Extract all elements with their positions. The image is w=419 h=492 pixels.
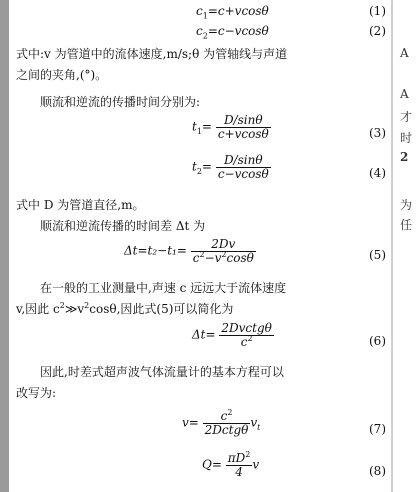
eq4-sub: 2 <box>196 166 202 176</box>
eq4-fraction <box>216 154 271 180</box>
eq3-lhs: t <box>192 119 197 134</box>
eq2-number: (2) <box>369 24 386 38</box>
eq6-lhs: Δt= <box>192 327 216 342</box>
eq3-numerator: D/sinθ <box>216 114 271 128</box>
eq7-denominator: 2Dctgθ <box>204 422 249 437</box>
edge-char: 才 <box>400 110 413 124</box>
eq7-number: (7) <box>369 422 386 436</box>
edge-char: 任 <box>400 218 413 232</box>
eq5-fraction <box>191 238 256 264</box>
eq1-number: (1) <box>369 4 386 18</box>
eq3-fraction <box>216 114 271 140</box>
equation-4 <box>16 152 386 192</box>
eq7-fraction <box>203 410 251 436</box>
eq4-numerator: D/sinθ <box>216 154 271 168</box>
eq8-tail: v <box>252 457 260 472</box>
eq6-number: (6) <box>369 334 386 348</box>
paragraph-2: 顺流和逆流的传播时间分别为: <box>40 95 201 109</box>
eq6-denominator: $c^2$ <box>240 333 253 349</box>
equation-6 <box>16 322 386 358</box>
edge-char: 2 <box>400 150 409 164</box>
eq8-denominator: 4 <box>235 464 243 479</box>
eq7-numerator: $c^2$ <box>203 410 251 424</box>
eq2-sub: 2 <box>202 31 208 41</box>
eq4-number: (4) <box>369 166 386 180</box>
eq7-lhs: v= <box>182 415 199 430</box>
eq7-tail-sub: t <box>257 422 261 432</box>
paragraph-5-line-1: 在一般的工业测量中,声速 c 远远大于流体速度 <box>40 281 287 295</box>
paragraph-4: 顺流和逆流传播的时间差 Δt 为 <box>40 219 206 233</box>
equation-5 <box>16 236 386 274</box>
paragraph-3: 式中 D 为管道直径,m。 <box>16 198 145 212</box>
eq8-number: (8) <box>369 464 386 478</box>
eq3-sub: 1 <box>196 126 202 136</box>
eq3-number: (3) <box>369 126 386 140</box>
eq6-fraction <box>219 322 273 348</box>
paragraph-5 <box>16 278 382 299</box>
left-margin-bar <box>0 0 9 492</box>
paragraph-6 <box>16 362 382 383</box>
eq4-lhs: t <box>192 159 197 174</box>
eq1-rhs: =c+vcosθ <box>207 4 269 18</box>
eq1-sub: 1 <box>202 11 208 21</box>
eq5-denominator: $c^2-v^2\cos\theta$ <box>192 249 254 265</box>
eq2-rhs: =c−vcosθ <box>207 24 269 38</box>
eq8-lhs: Q= <box>202 457 222 472</box>
eq8-numerator: $\pi D^2$ <box>227 450 251 465</box>
paragraph-5-line-2: v,因此 $c^2≫v^2\cos\theta$,因此式(5)可以简化为 <box>16 301 234 316</box>
paragraph-1-line-2: 之间的夹角,(°)。 <box>16 68 108 82</box>
equation-3 <box>16 112 386 152</box>
eq2-lhs: c <box>196 24 203 38</box>
edge-char: A <box>400 46 409 60</box>
paragraph-1-line-1: 式中:v 为管道中的流体速度,m/s;θ 为管轴线与声道 <box>16 47 288 61</box>
paragraph-6-line-2: 改写为: <box>16 386 57 400</box>
paragraph-6-line-1: 因此,时差式超声波气体流量计的基本方程可以 <box>40 365 284 379</box>
eq3-denominator: c+vcosθ <box>217 126 269 141</box>
edge-char: A <box>400 87 409 101</box>
eq8-fraction <box>226 452 253 478</box>
equation-7 <box>16 410 386 448</box>
edge-char: 为 <box>400 198 413 212</box>
eq4-eq: = <box>201 159 212 174</box>
text-column <box>16 0 386 492</box>
page-edge <box>391 0 393 492</box>
eq3-eq: = <box>201 119 212 134</box>
eq7-tail: v <box>250 415 258 430</box>
eq4-denominator: c−vcosθ <box>217 166 269 181</box>
eq5-numerator: 2Dv <box>191 238 256 252</box>
edge-char: 时 <box>400 131 413 145</box>
eq1-lhs: c <box>196 4 203 18</box>
paragraph-1 <box>16 44 382 86</box>
eq6-numerator: 2Dvctgθ <box>221 321 272 335</box>
equation-8 <box>16 452 386 490</box>
eq5-lhs: Δt=t₂−t₁= <box>124 243 187 258</box>
eq5-number: (5) <box>369 248 386 262</box>
